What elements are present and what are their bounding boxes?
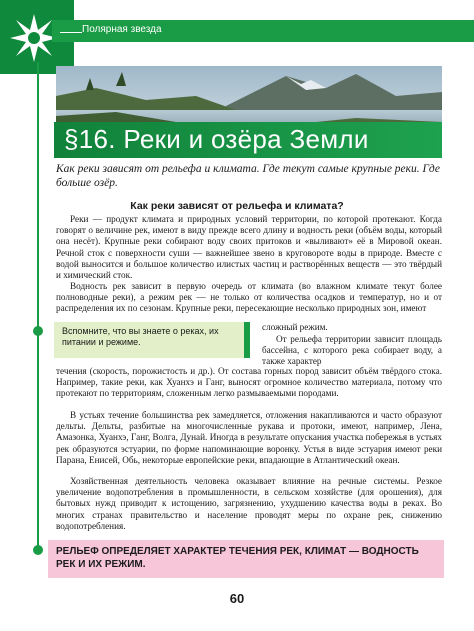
star-icon bbox=[10, 14, 58, 62]
section-label: Полярная звезда bbox=[82, 24, 162, 35]
paragraph-2-continued: сложный режим. bbox=[262, 322, 328, 332]
section-subheading: Как реки зависят от рельефа и климата? bbox=[130, 200, 344, 212]
recall-prompt: Вспомните, что вы знаете о реках, их питании и режиме. bbox=[62, 326, 219, 347]
paragraph-3-start: От рельефа территории зависит площадь бассейна, с которого река собирает воду, а также характер bbox=[262, 334, 442, 367]
guide-dot-recall bbox=[33, 326, 43, 336]
intro-questions: Как реки зависят от рельефа и климата. Где текут самые крупные реки. Где больше озёр. bbox=[56, 163, 440, 189]
paragraph-4: В устьях течение большинства рек замедляется, отложения накапливаются и часто образуют дельты. Дельты, разбитые на многочисленные рукава и протоки, имеют, например, Лена, Амазонка, Хуанхэ, Ганг, Волга, Дунай. Иногда в результате опускания участка побережья в устьях рек образуются эстуарии, по форме напоминающие воронку. Устья в виде эстуария имеют реки Парана, Енисей, Обь, некоторые европейские реки, впадающие в Атлантический океан. bbox=[56, 410, 442, 465]
header-divider bbox=[60, 32, 82, 33]
paragraph-1: Реки — продукт климата и природных условий территории, по которой протекают. Когда говорят о величине рек, имеют в виду прежде всего длину и водность реки (объём воды, который она несёт). Крупные реки собирают воду своих притоков и «выливают» её в Мировой океан. Речной сток с поверхности суши — важнейшее звено в круговороте воды в природе. Вместе с водой выносится и большое количество илистых частиц и растворённых веществ — это твёрдый и химический сток. bbox=[56, 214, 442, 281]
paragraph-2: Водность рек зависит в первую очередь от климата (во влажном климате текут более полноводные реки), а режим рек — не только от количества осадков и температур, но и от распределения их по сезонам. Крупные реки, пересекающие несколько природных зон, имеют bbox=[56, 281, 442, 314]
paragraph-5: Хозяйственная деятельность человека оказывает влияние на речные системы. Резкое увеличение водопотребления в промышленности, в сельском хозяйстве (для орошения), для бытовых нужд приводит к истощению, загрязнению, ухудшению качества воды в реках. Во многих странах правительство и население проводят меры по охране рек, снижению водопотребления. bbox=[56, 476, 442, 531]
margin-guide-line bbox=[37, 62, 39, 550]
paragraph-3: течения (скорость, порожистость и др.). От состава горных пород зависит объём твёрдого стока. Например, такие реки, как Хуанхэ и Ганг, выносят огромное количество материала, потому что протекают по территориям, сложенным легко размываемыми породами. bbox=[56, 366, 442, 399]
page-title: §16. Реки и озёра Земли bbox=[64, 124, 369, 154]
conclusion-statement: РЕЛЬЕФ ОПРЕДЕЛЯЕТ ХАРАКТЕР ТЕЧЕНИЯ РЕК, КЛИМАТ — ВОДНОСТЬ РЕК И ИХ РЕЖИМ. bbox=[56, 546, 419, 570]
guide-dot-conclusion bbox=[33, 545, 43, 555]
page-number: 60 bbox=[229, 591, 245, 606]
